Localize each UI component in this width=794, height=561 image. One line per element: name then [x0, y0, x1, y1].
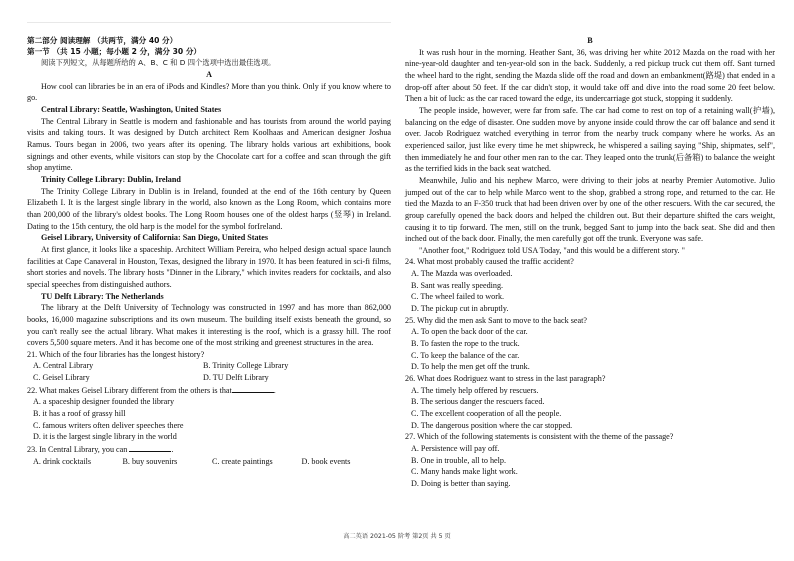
question-21-stem: 21. Which of the four libraries has the longest history? [27, 349, 205, 359]
question-24-option-b[interactable]: B. Sant was really speeding. [411, 280, 504, 290]
passage-b-paragraph-1: It was rush hour in the morning. Heather Sant, 36, was driving her white 2012 Mazda on the road with her nine-year-old daughter and ten-year-old son in the back. Suddenly, a red pickup truck cut them off. Sant turned the wheel hard to the right, sending the Mazda slide off the road and down an embankment(路堤) that ended in a drop-off after about 50 feet. If the car didn't stop, it would take off and dive into the road some 20 feet below. Then a bit of luck: as the car raced toward the edge, its undercarriage got stuck, stopping it suddenly. [405, 47, 775, 104]
page-footer: 高二英语 2021-05 阶考 第2页 共 5 页 [343, 533, 451, 540]
question-27-option-d[interactable]: D. Doing is better than saying. [411, 478, 511, 488]
section-title: 第一节 （共 15 小题；每小题 2 分，满分 30 分） [27, 47, 202, 57]
library-heading-trinity: Trinity College Library: Dublin, Ireland [41, 174, 181, 184]
question-27-option-a[interactable]: A. Persistence will pay off. [411, 443, 500, 453]
question-24-option-a[interactable]: A. The Mazda was overloaded. [411, 269, 513, 279]
passage-b-paragraph-3: Meanwhile, Julio and his nephew Marco, were driving to their jobs at nearby Premier Automotive. Julio jumped out of the car to help while Marco went to the shop, grabbed a strong rope, and returned to the car. He tied the Mazda to an F-350 truck that had been driven over by one of the other rescuers. With the car secured, the group carefully opened the back doors and helped the children out. But their departure shifted the cars weight, causing it to tip forward. The men, still on the trunk, begged Sant to jump into the back seat. She did and then inched out of the back door. Finally, the men carefully got off the trunk. Everyone was safe. [405, 175, 775, 244]
question-25-option-a[interactable]: A. To open the back door of the car. [411, 327, 528, 337]
question-22-end: . [273, 385, 276, 395]
question-23-option-c[interactable]: C. create paintings [212, 456, 273, 466]
question-21-option-a[interactable]: A. Central Library [33, 361, 94, 371]
question-21-option-c[interactable]: C. Geisel Library [33, 373, 90, 383]
left-column [27, 35, 391, 467]
passage-a-intro: How cool can libraries be in an era of iPods and Kindles? More than you think. Only if you know where to go. [27, 81, 391, 103]
question-22-option-b[interactable]: B. it has a roof of grassy hill [33, 409, 126, 419]
question-27-option-c[interactable]: C. Many hands make light work. [411, 467, 518, 477]
question-25-option-d[interactable]: D. To help the men get off the trunk. [411, 362, 530, 372]
top-rule [27, 22, 391, 23]
question-21-option-b[interactable]: B. Trinity College Library [203, 361, 289, 371]
answer-blank [129, 443, 174, 455]
question-23-option-d[interactable]: D. book events [301, 456, 351, 466]
question-22-option-d[interactable]: D. it is the largest single library in the world [33, 432, 177, 442]
library-heading-central: Central Library: Seattle, Washington, United States [41, 105, 222, 115]
question-26-option-d[interactable]: D. The dangerous position where the car stopped. [411, 420, 573, 430]
question-23-options [27, 456, 391, 468]
question-26-option-b[interactable]: B. The serious danger the rescuers faced. [411, 397, 545, 407]
library-heading-geisel: Geisel Library, University of California: San Diego, United States [41, 233, 269, 243]
question-23-stem: 23. In Central Library, you can [27, 445, 128, 455]
library-text-geisel: At first glance, it looks like a spaceship. Architect William Pereira, who helped design actual space launch facilities at Cape Canaveral in Houston, Texas, designed the library in 1970. It has been featured in sci-fi films, short stories and novels. The library hosts "Dinner in the Library," which invites readers for cocktails, and also special speeches from distinguished authors. [27, 244, 391, 289]
question-24-stem: 24. What most probably caused the traffic accident? [405, 257, 574, 267]
question-26-option-c[interactable]: C. The excellent cooperation of all the people. [411, 409, 562, 418]
library-text-trinity: The Trinity College Library in Dublin is in Ireland, founded at the end of the 16th century by Queen Elizabeth I. It is the largest single library in the world, also known as the Long Room, which contains more than 200,000 of the library's oldest books. The Long Room houses one of the oldest harps (竖琴) in Ireland. Dating to the 15th century, the old harp is the model for the symbol forIreland. [27, 186, 391, 231]
passage-a-label: A [206, 70, 212, 80]
question-22-option-a[interactable]: A. a spaceship designer founded the library [33, 397, 175, 407]
question-25-option-c[interactable]: C. To keep the balance of the car. [411, 350, 520, 360]
question-24-option-c[interactable]: C. The wheel failed to work. [411, 292, 505, 302]
question-25-option-b[interactable]: B. To fasten the rope to the truck. [411, 339, 520, 349]
question-21-option-d[interactable]: D. TU Delft Library [203, 373, 269, 383]
right-column [405, 35, 775, 490]
question-26-stem: 26. What does Rodriguez want to stress in the last paragraph? [405, 374, 606, 384]
question-26-option-a[interactable]: A. The timely help offered by rescuers. [411, 385, 539, 395]
part-title: 第二部分 阅读理解 （共两节，满分 40 分） [27, 36, 178, 45]
question-27-stem: 27. Which of the following statements is consistent with the theme of the passage? [405, 432, 674, 442]
instruction: 阅读下列短文，从每题所给的 A、B、C 和 D 四个选项中选出最佳选项。 [41, 58, 276, 68]
question-22-stem-line [27, 384, 391, 397]
question-21-options-row2 [27, 372, 391, 384]
question-22-stem: 22. What makes Geisel Library different from the others is that [27, 385, 232, 395]
question-23-option-a[interactable]: A. drink cocktails [33, 456, 91, 466]
library-text-central: The Central Library in Seattle is modern and fashionable and has tourists from around the world paying visits and taking tours. It was designed by Dutch architect Rem Koolhaas and American designer Joshua Ramus. Tours began in 2006, two years after its opening. The library holds various art exhibitions, book signings and other events, while visitors can stop by the Chocolate cart for a coffee and scan through the gift shop anytime. [27, 116, 391, 173]
answer-blank [232, 384, 274, 393]
question-23-stem-line [27, 443, 391, 456]
passage-b-paragraph-4: "Another foot," Rodriguez told USA Today, "and this would be a different story. " [419, 245, 685, 255]
library-text-delft: The library at the Delft University of Technology was constructed in 1997 and has more than 862,000 books, 16,000 magazine subscriptions and its own museum. The building itself exists beneath the ground, so you can't really see the actual library. What makes it interesting is the roof, which is a grassy hill. The roof covers 5,500 square meters. And it has become one of the most striking and greenest structures in the area. [27, 303, 391, 348]
question-24-option-d[interactable]: D. The pickup cut in abruptly. [411, 304, 509, 314]
library-heading-delft: TU Delft Library: The Netherlands [41, 291, 164, 301]
question-27-option-b[interactable]: B. One in trouble, all to help. [411, 455, 507, 465]
passage-b-label: B [587, 36, 593, 45]
question-22-option-c[interactable]: C. famous writers often deliver speeches there [33, 420, 184, 430]
question-23-option-b[interactable]: B. buy souvenirs [122, 456, 178, 466]
question-21-options-row1 [27, 360, 391, 372]
question-23-end: . [171, 445, 174, 455]
passage-b-paragraph-2: The people inside, however, were far from safe. The car had come to rest on top of a retaining wall(护墙), balancing on the edge of disaster. One sudden move by anyone inside could throw the car off balance and send it over. Jacob Rodriguez watched everything in terror from the nearby truck company where he works. As an experienced sailor, just like every time he met shipwreck, he whispered a sailing saying "Ship, shipmates, self", then immediately he and four other men ran to the car. They leaped onto the trunk(后备箱) to balance the weight as the terrified kids in the back seat watched. [405, 105, 775, 174]
question-25-stem: 25. Why did the men ask Sant to move to the back seat? [405, 315, 587, 325]
